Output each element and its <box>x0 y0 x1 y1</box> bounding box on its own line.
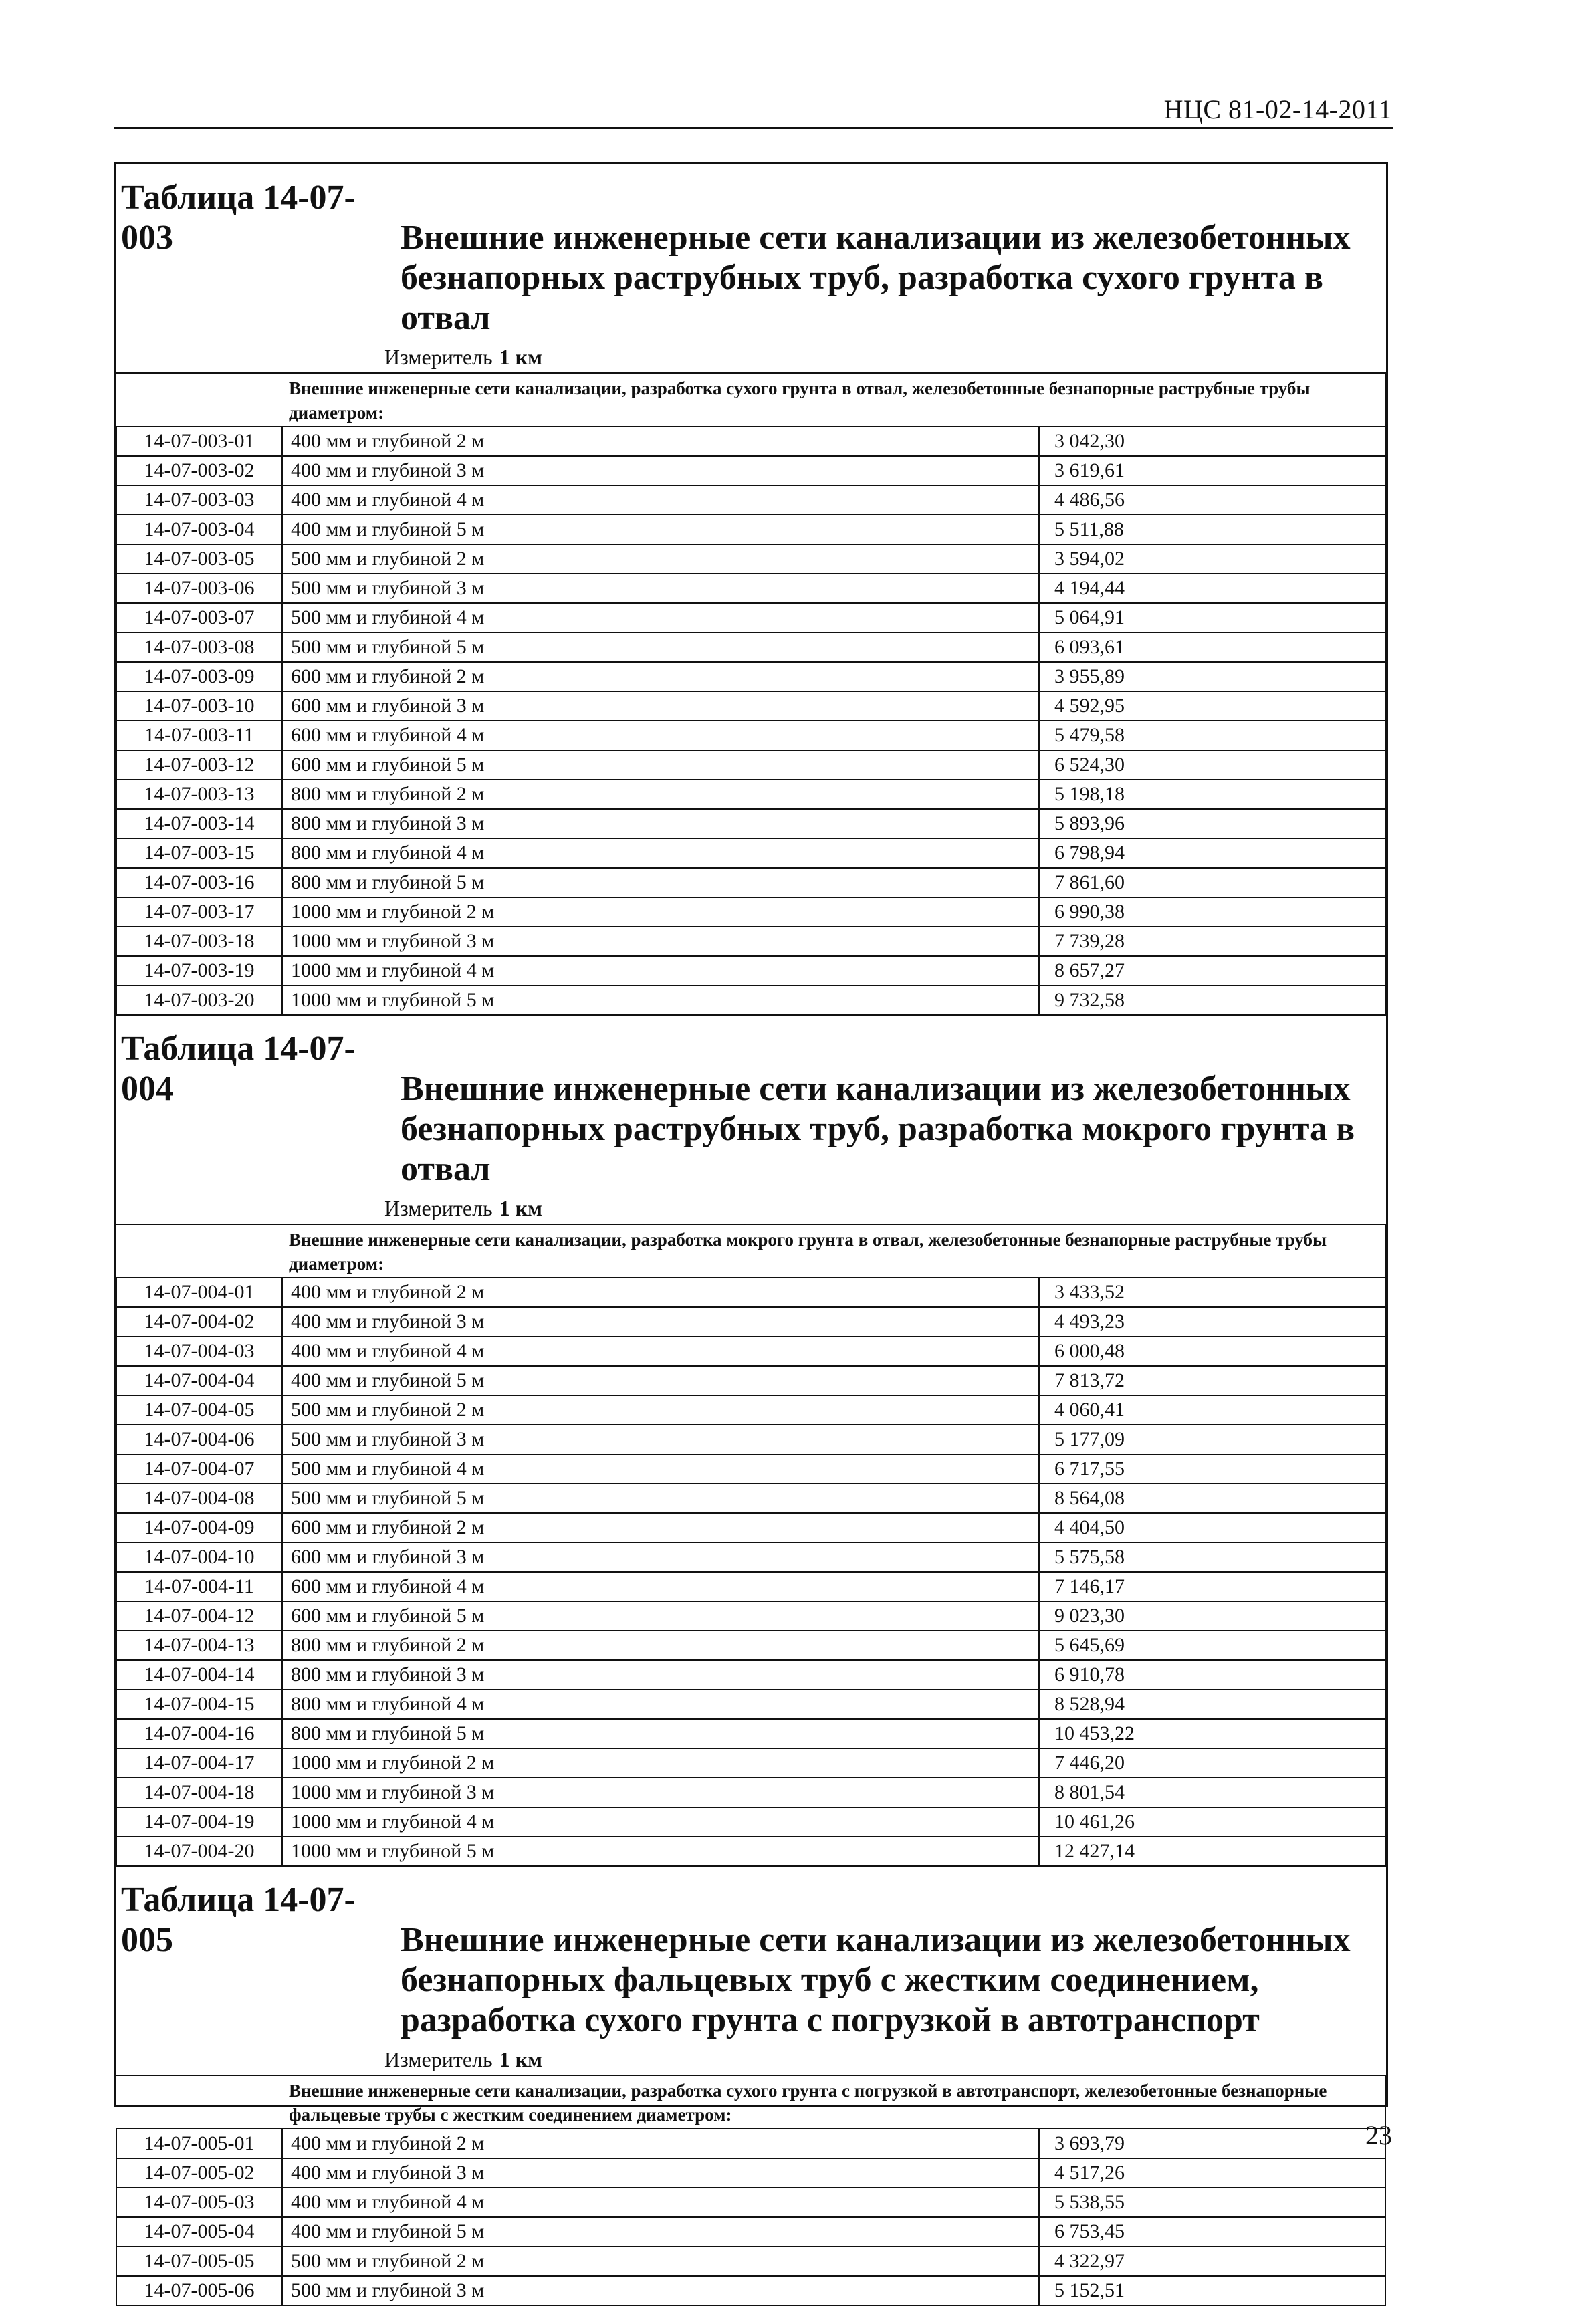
norm-value: 3 955,89 <box>1039 662 1385 691</box>
norm-code: 14-07-004-10 <box>116 1542 282 1572</box>
norm-table-block <box>116 1867 1386 2306</box>
meter-label: Измеритель <box>384 1196 493 1220</box>
norm-code: 14-07-003-01 <box>116 427 282 456</box>
norm-description: 500 мм и глубиной 4 м <box>282 1454 1039 1484</box>
norm-code: 14-07-004-18 <box>116 1778 282 1807</box>
table-row <box>116 603 1385 632</box>
table-heading-row <box>116 1224 1385 1278</box>
norm-value: 7 446,20 <box>1039 1748 1385 1778</box>
table-title-line1: Внешние инженерные сети канализации из железобетонных <box>401 219 1351 257</box>
table-row <box>116 2188 1385 2217</box>
table-heading-row <box>116 2075 1385 2129</box>
norm-value: 4 404,50 <box>1039 1513 1385 1542</box>
norm-description: 500 мм и глубиной 2 м <box>282 544 1039 574</box>
norm-description: 800 мм и глубиной 5 м <box>282 868 1039 897</box>
norms-table <box>116 372 1386 1016</box>
norm-code: 14-07-004-04 <box>116 1366 282 1395</box>
table-row <box>116 1690 1385 1719</box>
norm-value: 4 493,23 <box>1039 1307 1385 1337</box>
norm-value: 4 486,56 <box>1039 485 1385 515</box>
meter-label: Измеритель <box>384 345 493 369</box>
table-row <box>116 515 1385 544</box>
table-row <box>116 456 1385 485</box>
table-heading: Внешние инженерные сети канализации, разработка мокрого грунта в отвал, железобетонные безнапорные раструбные трубы диаметром: <box>282 1224 1385 1278</box>
table-row <box>116 750 1385 780</box>
document-code: НЦС 81-02-14-2011 <box>1163 94 1392 124</box>
heading-empty-cell <box>116 2075 282 2129</box>
table-row <box>116 838 1385 868</box>
table-row <box>116 1395 1385 1425</box>
norm-code: 14-07-005-05 <box>116 2246 282 2276</box>
norm-value: 5 177,09 <box>1039 1425 1385 1454</box>
table-row <box>116 1660 1385 1690</box>
norm-value: 8 564,08 <box>1039 1484 1385 1513</box>
table-row <box>116 721 1385 750</box>
table-number: Таблица 14-07-004 <box>121 1030 356 1108</box>
norm-code: 14-07-004-06 <box>116 1425 282 1454</box>
table-row <box>116 632 1385 662</box>
table-row <box>116 1631 1385 1660</box>
norm-value: 8 657,27 <box>1039 956 1385 986</box>
table-row <box>116 1484 1385 1513</box>
norm-description: 400 мм и глубиной 4 м <box>282 2188 1039 2217</box>
table-row <box>116 1513 1385 1542</box>
norm-description: 400 мм и глубиной 5 м <box>282 515 1039 544</box>
norms-table <box>116 2075 1386 2306</box>
table-title <box>116 1867 1386 2045</box>
table-row <box>116 485 1385 515</box>
norm-description: 1000 мм и глубиной 2 м <box>282 1748 1039 1778</box>
norm-description: 400 мм и глубиной 5 м <box>282 2217 1039 2246</box>
norm-value: 4 592,95 <box>1039 691 1385 721</box>
norm-description: 1000 мм и глубиной 3 м <box>282 1778 1039 1807</box>
table-row <box>116 662 1385 691</box>
table-row <box>116 809 1385 838</box>
table-row <box>116 1278 1385 1307</box>
norm-value: 3 619,61 <box>1039 456 1385 485</box>
norm-code: 14-07-003-19 <box>116 956 282 986</box>
norm-description: 600 мм и глубиной 5 м <box>282 750 1039 780</box>
table-row <box>116 1572 1385 1601</box>
table-number: Таблица 14-07-005 <box>121 1881 356 1959</box>
table-row <box>116 1719 1385 1748</box>
norm-description: 800 мм и глубиной 2 м <box>282 780 1039 809</box>
norm-code: 14-07-003-02 <box>116 456 282 485</box>
table-row <box>116 1748 1385 1778</box>
norm-code: 14-07-004-08 <box>116 1484 282 1513</box>
norm-value: 7 813,72 <box>1039 1366 1385 1395</box>
norm-value: 4 322,97 <box>1039 2246 1385 2276</box>
norm-description: 600 мм и глубиной 3 м <box>282 691 1039 721</box>
norm-description: 800 мм и глубиной 3 м <box>282 1660 1039 1690</box>
norm-description: 600 мм и глубиной 2 м <box>282 1513 1039 1542</box>
table-heading: Внешние инженерные сети канализации, разработка сухого грунта с погрузкой в автотранспорт, железобетонные безнапорные фальцевые трубы с жестким соединением диаметром: <box>282 2075 1385 2129</box>
norm-code: 14-07-003-09 <box>116 662 282 691</box>
table-row <box>116 868 1385 897</box>
norm-value: 3 433,52 <box>1039 1278 1385 1307</box>
norm-code: 14-07-004-15 <box>116 1690 282 1719</box>
norm-description: 600 мм и глубиной 3 м <box>282 1542 1039 1572</box>
norm-code: 14-07-005-04 <box>116 2217 282 2246</box>
table-heading-row <box>116 373 1385 427</box>
norm-value: 6 798,94 <box>1039 838 1385 868</box>
norm-code: 14-07-003-04 <box>116 515 282 544</box>
norm-description: 1000 мм и глубиной 4 м <box>282 956 1039 986</box>
norm-code: 14-07-004-19 <box>116 1807 282 1837</box>
table-row <box>116 780 1385 809</box>
measure-unit-line <box>116 342 1386 372</box>
norm-description: 800 мм и глубиной 5 м <box>282 1719 1039 1748</box>
table-row <box>116 2217 1385 2246</box>
table-row <box>116 1454 1385 1484</box>
norm-description: 400 мм и глубиной 3 м <box>282 2158 1039 2188</box>
norm-code: 14-07-004-20 <box>116 1837 282 1866</box>
table-row <box>116 427 1385 456</box>
table-title-rest: безнапорных раструбных труб, разработка мокрого грунта в отвал <box>401 1110 1355 1188</box>
norm-description: 800 мм и глубиной 4 м <box>282 838 1039 868</box>
norm-code: 14-07-004-07 <box>116 1454 282 1484</box>
meter-unit: 1 км <box>499 2047 542 2071</box>
norm-code: 14-07-004-17 <box>116 1748 282 1778</box>
norm-code: 14-07-003-14 <box>116 809 282 838</box>
norm-value: 6 093,61 <box>1039 632 1385 662</box>
norm-code: 14-07-003-20 <box>116 986 282 1015</box>
header-divider <box>114 127 1393 129</box>
norm-value: 9 732,58 <box>1039 986 1385 1015</box>
table-row <box>116 927 1385 956</box>
norm-description: 600 мм и глубиной 4 м <box>282 721 1039 750</box>
norm-description: 400 мм и глубиной 2 м <box>282 2129 1039 2158</box>
norms-table <box>116 1224 1386 1867</box>
norm-value: 6 910,78 <box>1039 1660 1385 1690</box>
norm-description: 500 мм и глубиной 5 м <box>282 1484 1039 1513</box>
norm-value: 5 538,55 <box>1039 2188 1385 2217</box>
norm-code: 14-07-003-16 <box>116 868 282 897</box>
meter-unit: 1 км <box>499 345 542 369</box>
norm-value: 8 528,94 <box>1039 1690 1385 1719</box>
table-row <box>116 956 1385 986</box>
heading-empty-cell <box>116 373 282 427</box>
table-heading: Внешние инженерные сети канализации, разработка сухого грунта в отвал, железобетонные безнапорные раструбные трубы диаметром: <box>282 373 1385 427</box>
table-number: Таблица 14-07-003 <box>121 179 356 257</box>
table-row <box>116 1542 1385 1572</box>
norm-description: 800 мм и глубиной 4 м <box>282 1690 1039 1719</box>
norm-code: 14-07-005-03 <box>116 2188 282 2217</box>
norm-description: 400 мм и глубиной 4 м <box>282 485 1039 515</box>
norm-code: 14-07-003-15 <box>116 838 282 868</box>
table-row <box>116 986 1385 1015</box>
norm-code: 14-07-004-12 <box>116 1601 282 1631</box>
table-row <box>116 1366 1385 1395</box>
norm-description: 800 мм и глубиной 3 м <box>282 809 1039 838</box>
table-row <box>116 1837 1385 1866</box>
norm-description: 600 мм и глубиной 4 м <box>282 1572 1039 1601</box>
table-title-line1: Внешние инженерные сети канализации из железобетонных <box>401 1921 1351 1959</box>
norm-value: 5 479,58 <box>1039 721 1385 750</box>
norm-code: 14-07-003-18 <box>116 927 282 956</box>
norm-code: 14-07-003-11 <box>116 721 282 750</box>
norm-description: 1000 мм и глубиной 5 м <box>282 1837 1039 1866</box>
norm-value: 7 861,60 <box>1039 868 1385 897</box>
norm-description: 500 мм и глубиной 4 м <box>282 603 1039 632</box>
norm-code: 14-07-005-02 <box>116 2158 282 2188</box>
norm-description: 500 мм и глубиной 3 м <box>282 1425 1039 1454</box>
tables-frame <box>114 162 1388 2301</box>
norm-value: 3 594,02 <box>1039 544 1385 574</box>
norm-description: 1000 мм и глубиной 2 м <box>282 897 1039 927</box>
table-title <box>116 1016 1386 1193</box>
norm-code: 14-07-004-14 <box>116 1660 282 1690</box>
norm-code: 14-07-004-13 <box>116 1631 282 1660</box>
norm-value: 3 693,79 <box>1039 2129 1385 2158</box>
norm-value: 6 000,48 <box>1039 1337 1385 1366</box>
norm-value: 4 517,26 <box>1039 2158 1385 2188</box>
norm-description: 500 мм и глубиной 3 м <box>282 574 1039 603</box>
norm-value: 9 023,30 <box>1039 1601 1385 1631</box>
norm-value: 5 645,69 <box>1039 1631 1385 1660</box>
table-row <box>116 2158 1385 2188</box>
norm-value: 5 198,18 <box>1039 780 1385 809</box>
table-title-rest: безнапорных раструбных труб, разработка сухого грунта в отвал <box>401 259 1323 337</box>
table-row <box>116 1601 1385 1631</box>
norm-code: 14-07-004-11 <box>116 1572 282 1601</box>
norm-value: 6 717,55 <box>1039 1454 1385 1484</box>
norm-description: 600 мм и глубиной 5 м <box>282 1601 1039 1631</box>
norm-code: 14-07-003-12 <box>116 750 282 780</box>
norm-code: 14-07-004-16 <box>116 1719 282 1748</box>
norm-code: 14-07-003-07 <box>116 603 282 632</box>
norm-description: 400 мм и глубиной 2 м <box>282 1278 1039 1307</box>
norm-description: 400 мм и глубиной 5 м <box>282 1366 1039 1395</box>
norm-value: 4 194,44 <box>1039 574 1385 603</box>
norm-description: 800 мм и глубиной 2 м <box>282 1631 1039 1660</box>
norm-description: 500 мм и глубиной 3 м <box>282 2276 1039 2305</box>
norm-code: 14-07-003-05 <box>116 544 282 574</box>
norm-code: 14-07-004-05 <box>116 1395 282 1425</box>
norm-value: 7 739,28 <box>1039 927 1385 956</box>
norm-value: 5 152,51 <box>1039 2276 1385 2305</box>
table-row <box>116 2276 1385 2305</box>
norm-code: 14-07-003-10 <box>116 691 282 721</box>
norm-code: 14-07-003-08 <box>116 632 282 662</box>
meter-label: Измеритель <box>384 2047 493 2071</box>
table-row <box>116 897 1385 927</box>
table-row <box>116 2246 1385 2276</box>
norm-value: 10 461,26 <box>1039 1807 1385 1837</box>
norm-code: 14-07-004-01 <box>116 1278 282 1307</box>
norm-code: 14-07-005-01 <box>116 2129 282 2158</box>
norm-value: 3 042,30 <box>1039 427 1385 456</box>
norm-value: 10 453,22 <box>1039 1719 1385 1748</box>
norm-code: 14-07-005-06 <box>116 2276 282 2305</box>
norm-description: 500 мм и глубиной 2 м <box>282 2246 1039 2276</box>
norm-value: 6 753,45 <box>1039 2217 1385 2246</box>
norm-description: 1000 мм и глубиной 3 м <box>282 927 1039 956</box>
table-title <box>116 164 1386 342</box>
norm-value: 6 524,30 <box>1039 750 1385 780</box>
page-number: 23 <box>1365 2120 1392 2150</box>
norm-value: 6 990,38 <box>1039 897 1385 927</box>
measure-unit-line <box>116 2045 1386 2075</box>
norm-value: 8 801,54 <box>1039 1778 1385 1807</box>
heading-empty-cell <box>116 1224 282 1278</box>
norm-value: 5 575,58 <box>1039 1542 1385 1572</box>
norm-description: 1000 мм и глубиной 4 м <box>282 1807 1039 1837</box>
table-row <box>116 1807 1385 1837</box>
norm-code: 14-07-004-03 <box>116 1337 282 1366</box>
norm-code: 14-07-003-03 <box>116 485 282 515</box>
norm-description: 400 мм и глубиной 2 м <box>282 427 1039 456</box>
norm-table-block <box>116 164 1386 1016</box>
norm-value: 5 511,88 <box>1039 515 1385 544</box>
table-row <box>116 691 1385 721</box>
table-title-rest: безнапорных фальцевых труб с жестким соединением, разработка сухого грунта с погрузкой в автотранспорт <box>401 1961 1260 2039</box>
table-title-line1: Внешние инженерные сети канализации из железобетонных <box>401 1070 1351 1108</box>
norm-code: 14-07-004-09 <box>116 1513 282 1542</box>
norm-description: 1000 мм и глубиной 5 м <box>282 986 1039 1015</box>
norm-value: 7 146,17 <box>1039 1572 1385 1601</box>
table-row <box>116 2129 1385 2158</box>
norm-code: 14-07-003-06 <box>116 574 282 603</box>
norm-description: 400 мм и глубиной 3 м <box>282 456 1039 485</box>
norm-value: 4 060,41 <box>1039 1395 1385 1425</box>
table-row <box>116 1337 1385 1366</box>
norm-description: 400 мм и глубиной 3 м <box>282 1307 1039 1337</box>
norm-table-block <box>116 1016 1386 1867</box>
table-row <box>116 574 1385 603</box>
norm-code: 14-07-003-13 <box>116 780 282 809</box>
norm-description: 500 мм и глубиной 2 м <box>282 1395 1039 1425</box>
norm-description: 400 мм и глубиной 4 м <box>282 1337 1039 1366</box>
norm-value: 5 064,91 <box>1039 603 1385 632</box>
measure-unit-line <box>116 1193 1386 1224</box>
norm-description: 500 мм и глубиной 5 м <box>282 632 1039 662</box>
norm-value: 12 427,14 <box>1039 1837 1385 1866</box>
table-row <box>116 1425 1385 1454</box>
norm-code: 14-07-004-02 <box>116 1307 282 1337</box>
norm-code: 14-07-003-17 <box>116 897 282 927</box>
norm-value: 5 893,96 <box>1039 809 1385 838</box>
table-row <box>116 1307 1385 1337</box>
table-row <box>116 1778 1385 1807</box>
norm-description: 600 мм и глубиной 2 м <box>282 662 1039 691</box>
table-row <box>116 544 1385 574</box>
meter-unit: 1 км <box>499 1196 542 1220</box>
